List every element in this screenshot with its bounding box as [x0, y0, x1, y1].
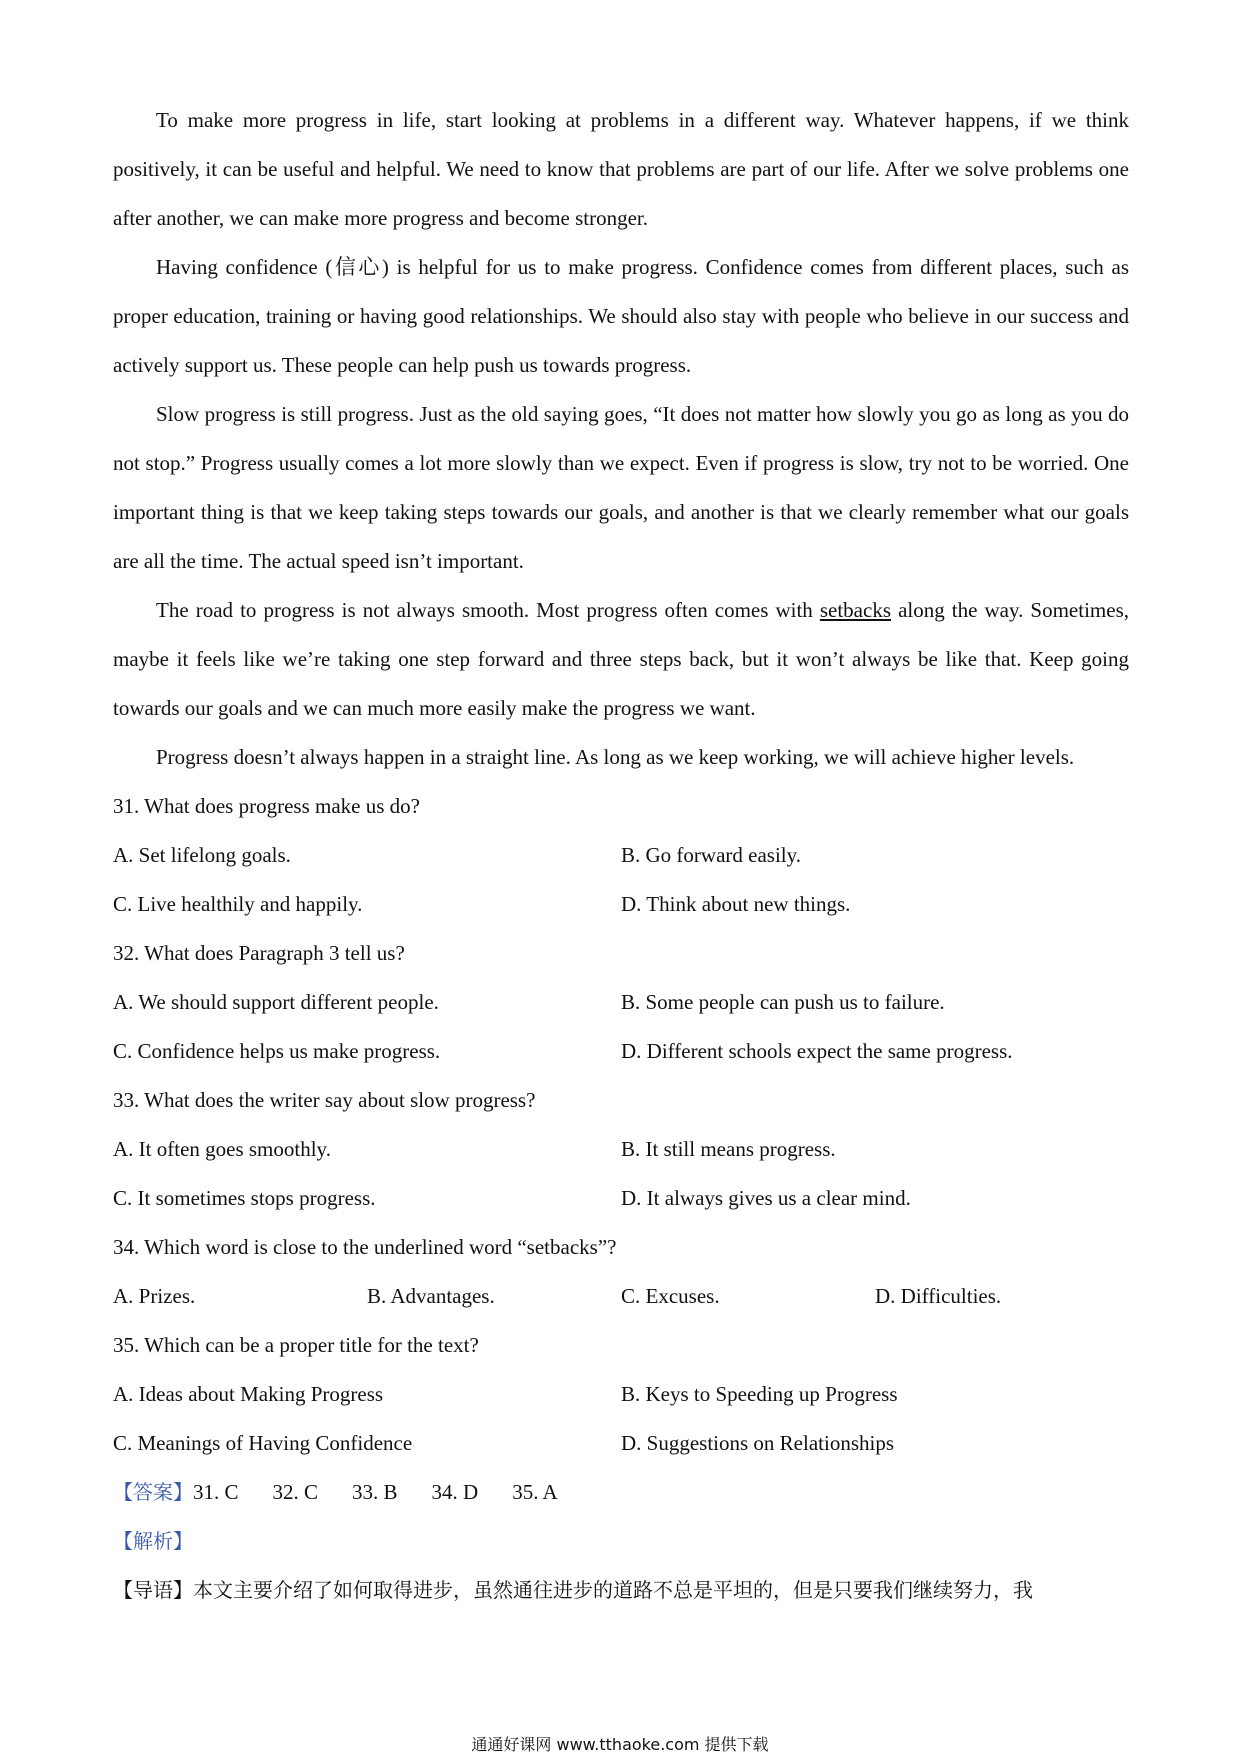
document-page: [113, 96, 1129, 1615]
answer-item: 34. D: [431, 1480, 479, 1504]
question-31-option-d: D. Think about new things.: [621, 892, 851, 916]
analysis-label: 【解析】: [113, 1529, 193, 1553]
answer-key: [113, 1468, 1129, 1517]
answer-label: 【答案】: [113, 1480, 193, 1504]
question-32-options-row-2: [113, 1027, 1129, 1076]
question-31-option-b: B. Go forward easily.: [621, 843, 802, 867]
passage-paragraph-1: To make more progress in life, start looking at problems in a different way. Whatever happens, if we think positively, it can be useful and helpful. We need to know that problems are part of our life. After we solve problems one after another, we can make more progress and become stronger.: [113, 108, 1129, 230]
question-33-options-row-2: [113, 1174, 1129, 1223]
question-35-stem: 35. Which can be a proper title for the text?: [113, 1333, 479, 1357]
question-34-stem: 34. Which word is close to the underlined word “setbacks”?: [113, 1235, 617, 1259]
analysis-heading: [113, 1517, 1129, 1566]
answer-item: 32. C: [272, 1480, 319, 1504]
guide-label: 【导语】: [113, 1578, 193, 1602]
question-33-option-d: D. It always gives us a clear mind.: [621, 1186, 911, 1210]
question-31-option-a: A. Set lifelong goals.: [113, 843, 291, 867]
answer-item: 31. C: [193, 1480, 239, 1504]
question-34-option-a: A. Prizes.: [113, 1284, 196, 1308]
underlined-word-setbacks: setbacks: [819, 598, 892, 622]
question-31-stem: 31. What does progress make us do?: [113, 794, 420, 818]
question-33-option-c: C. It sometimes stops progress.: [113, 1186, 376, 1210]
question-34-option-b: B. Advantages.: [367, 1284, 495, 1308]
question-31-options-row-1: [113, 831, 1129, 880]
question-32-options-row-1: [113, 978, 1129, 1027]
passage-paragraph-2: Having confidence (信心) is helpful for us to make progress. Confidence comes from different places, such as proper education, training or having good relationships. We should also stay with people who believe in our success and actively support us. These people can help push us towards progress.: [113, 255, 1129, 377]
question-31-options-row-2: [113, 880, 1129, 929]
answer-item: 35. A: [512, 1480, 558, 1504]
question-33-stem: 33. What does the writer say about slow progress?: [113, 1088, 536, 1112]
question-32-option-d: D. Different schools expect the same progress.: [621, 1039, 1013, 1063]
question-34-option-c: C. Excuses.: [621, 1284, 720, 1308]
question-32-option-c: C. Confidence helps us make progress.: [113, 1039, 441, 1063]
answer-item: 33. B: [352, 1480, 398, 1504]
question-34-options-row: [113, 1272, 1129, 1321]
question-32-option-a: A. We should support different people.: [113, 990, 439, 1014]
question-32-option-b: B. Some people can push us to failure.: [621, 990, 945, 1014]
question-33-option-a: A. It often goes smoothly.: [113, 1137, 331, 1161]
question-35-option-d: D. Suggestions on Relationships: [621, 1431, 895, 1455]
passage-paragraph-4: [113, 586, 1129, 733]
question-35-option-b: B. Keys to Speeding up Progress: [621, 1382, 898, 1406]
passage-paragraph-3: Slow progress is still progress. Just as the old saying goes, “It does not matter how slowly you go as long as you do not stop.” Progress usually comes a lot more slowly than we expect. Even if progress is slow, try not to be worried. One important thing is that we keep taking steps towards our goals, and another is that we clearly remember what our goals are all the time. The actual speed isn’t important.: [113, 402, 1129, 573]
question-33-option-b: B. It still means progress.: [621, 1137, 836, 1161]
paragraph-4-text-after: along the way. Sometimes, maybe it feels like we’re taking one step forward and three steps back, but it won’t always be like that. Keep going towards our goals and we can much more easily make the progress we want.: [113, 598, 1129, 720]
question-35-options-row-2: [113, 1419, 1129, 1468]
question-31-option-c: C. Live healthily and happily.: [113, 892, 363, 916]
question-35-options-row-1: [113, 1370, 1129, 1419]
passage-paragraph-5: Progress doesn’t always happen in a straight line. As long as we keep working, we will achieve higher levels.: [156, 745, 1075, 769]
question-35-option-a: A. Ideas about Making Progress: [113, 1382, 384, 1406]
guide-line: [113, 1566, 1129, 1615]
question-32-stem: 32. What does Paragraph 3 tell us?: [113, 941, 405, 965]
question-33-options-row-1: [113, 1125, 1129, 1174]
question-34-option-d: D. Difficulties.: [875, 1284, 1002, 1308]
paragraph-4-text-before: The road to progress is not always smooth. Most progress often comes with: [156, 598, 820, 622]
page-footer: 通通好课网 www.tthaoke.com 提供下载: [471, 1735, 769, 1754]
question-35-option-c: C. Meanings of Having Confidence: [113, 1431, 413, 1455]
guide-text: 本文主要介绍了如何取得进步，虽然通往进步的道路不总是平坦的，但是只要我们继续努力，我: [193, 1578, 1033, 1602]
